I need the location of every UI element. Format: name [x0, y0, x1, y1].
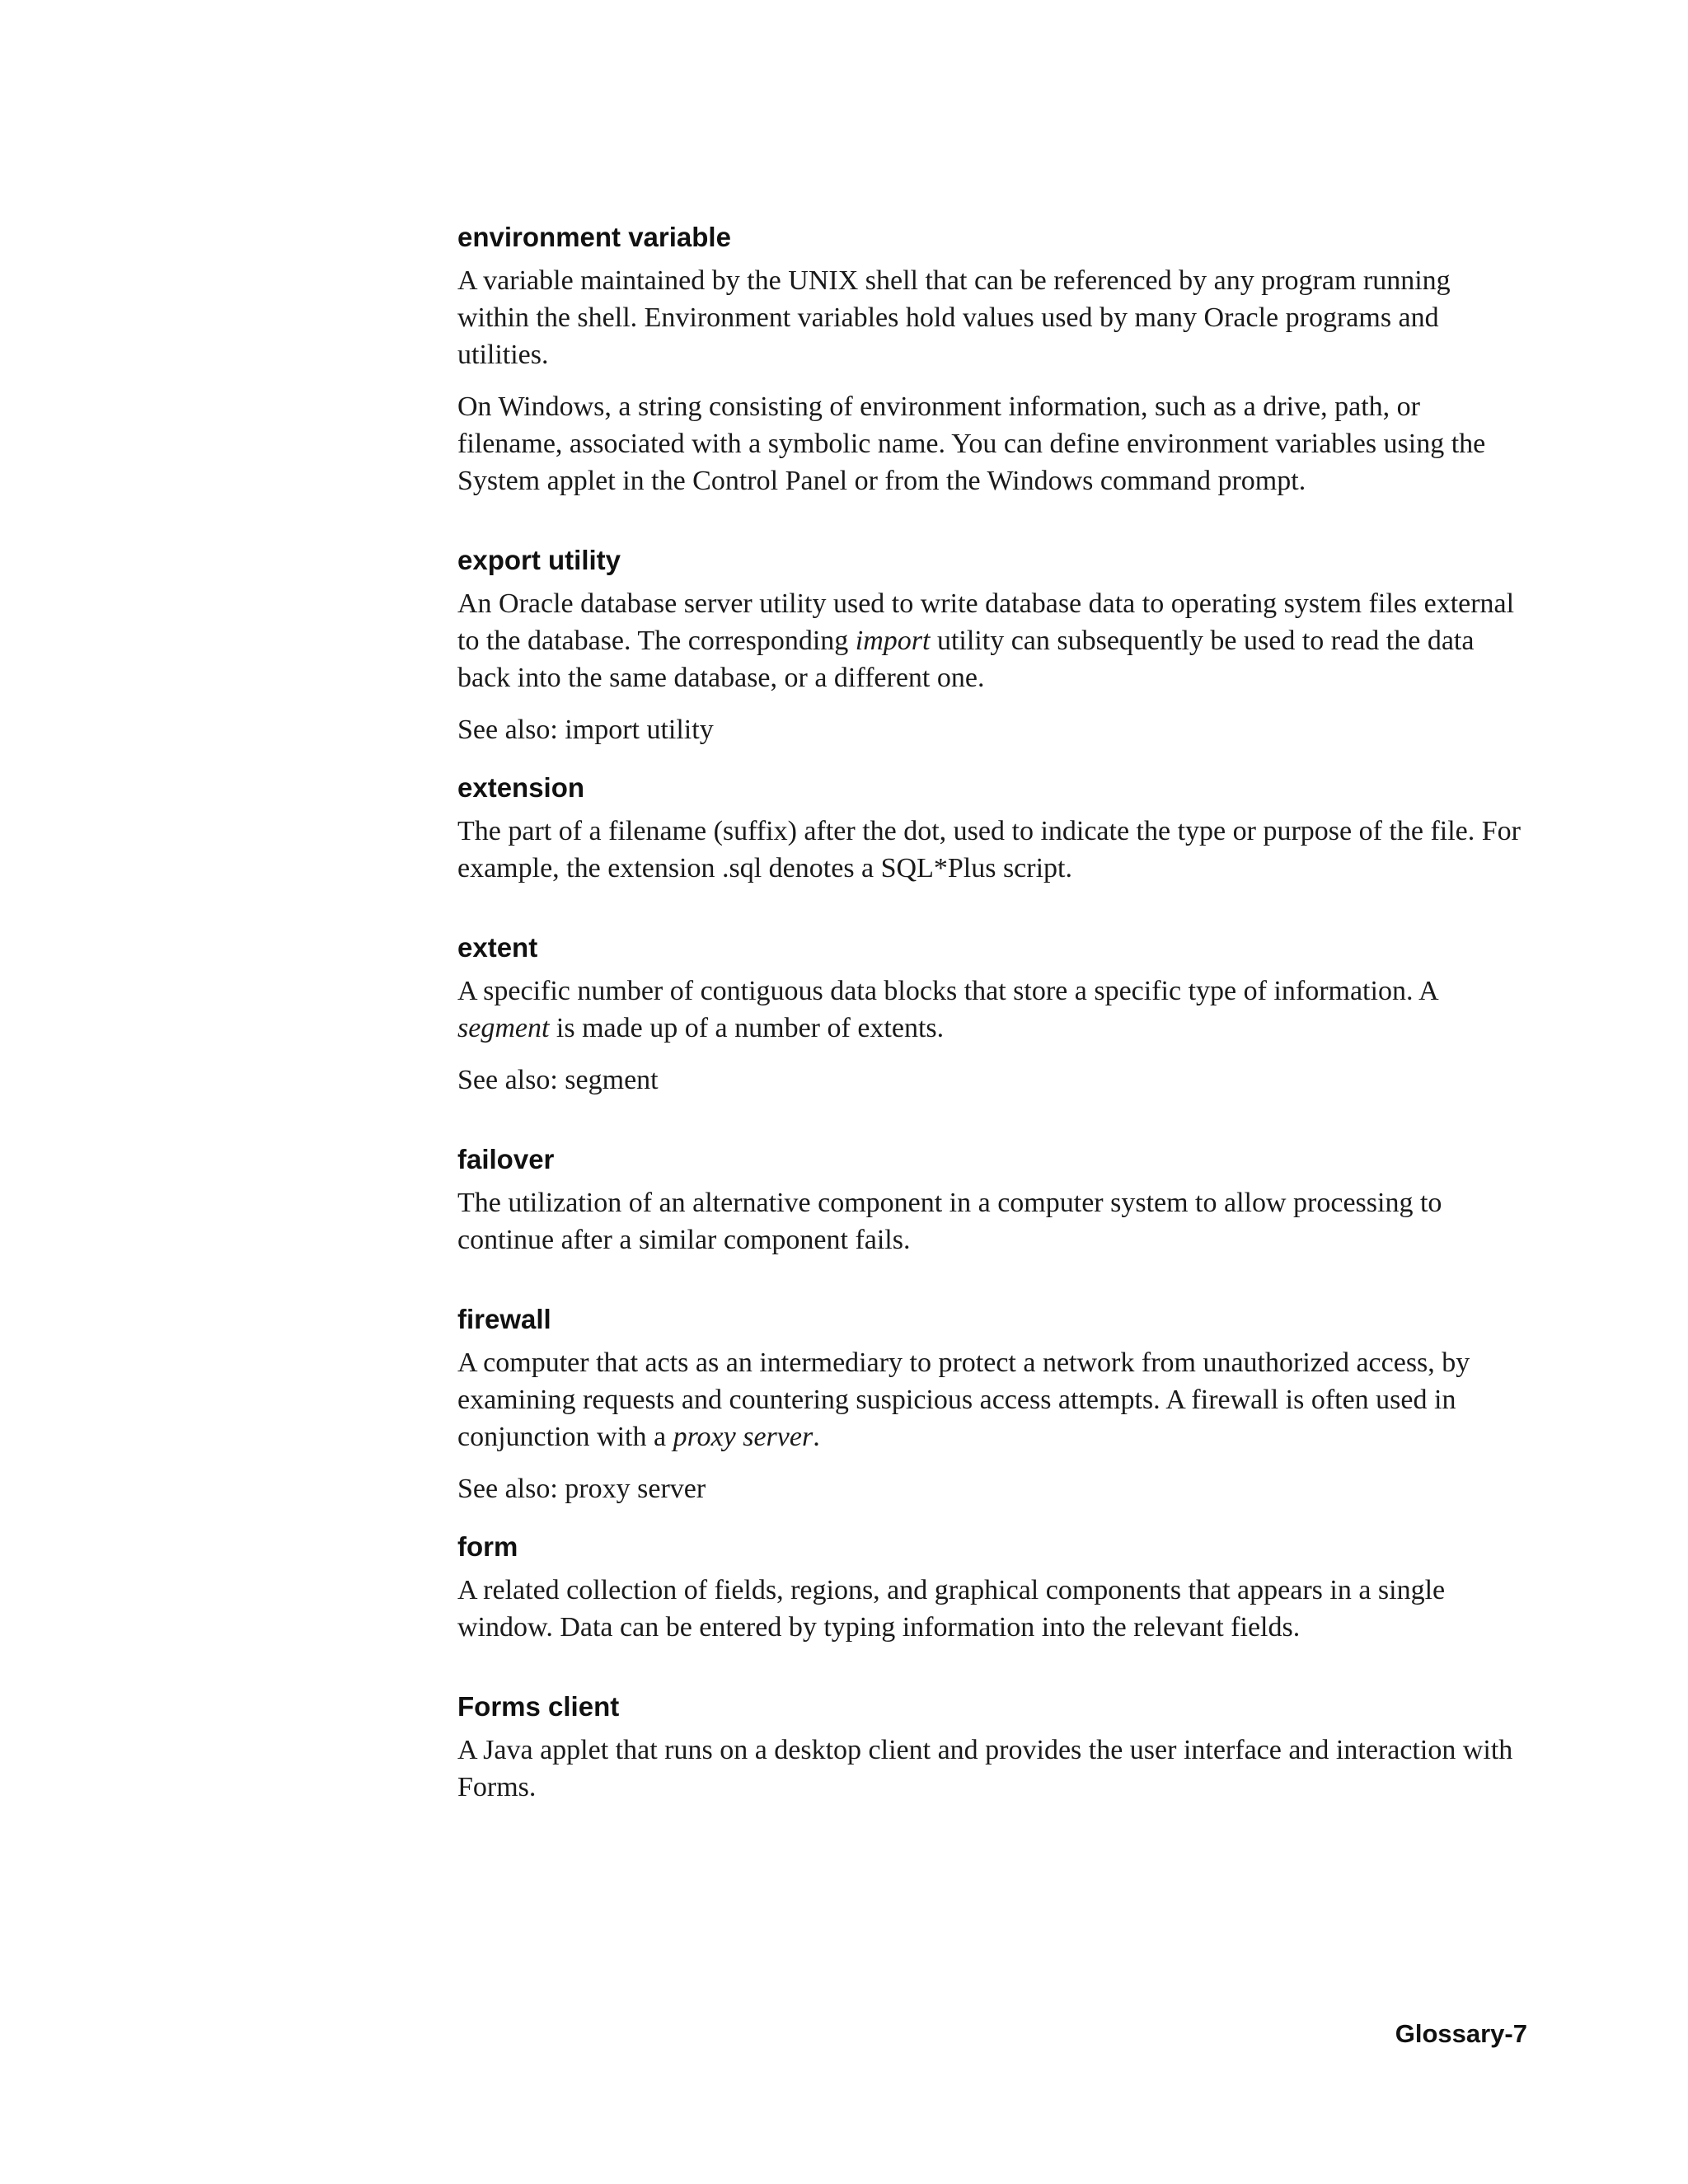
glossary-definition: A specific number of contiguous data blocks that store a specific type of information. A segment is made up of a number of extents. [457, 976, 1437, 1043]
glossary-definition: A Java applet that runs on a desktop client and provides the user interface and interaction with Forms. [457, 1735, 1513, 1802]
see-also: See also: import utility [457, 715, 714, 745]
glossary-page [457, 216, 1529, 1821]
glossary-entry-forms-client [457, 1685, 1529, 1806]
see-also: See also: proxy server [457, 1474, 706, 1504]
glossary-definition: The utilization of an alternative component in a computer system to allow processing to continue after a similar component fails. [457, 1188, 1442, 1255]
glossary-term: firewall [457, 1304, 551, 1334]
glossary-term: form [457, 1531, 518, 1562]
glossary-term: extension [457, 772, 585, 803]
glossary-term: extent [457, 932, 538, 963]
glossary-entry-extent [457, 926, 1529, 1099]
glossary-entry-extension [457, 766, 1529, 887]
glossary-term: environment variable [457, 222, 731, 252]
glossary-definition: A computer that acts as an intermediary to protect a network from unauthorized access, by examining requests and countering suspicious access attempts. A firewall is often used in conjunction with a proxy server. [457, 1347, 1470, 1452]
glossary-term: export utility [457, 545, 621, 575]
see-also: See also: segment [457, 1065, 659, 1095]
glossary-definition: On Windows, a string consisting of environment information, such as a drive, path, or filename, associated with a symbolic name. You can define environment variables using the System applet in the Control Panel or from the Windows command prompt. [457, 391, 1486, 496]
italic-term: segment [457, 1013, 550, 1043]
italic-term: import [855, 626, 931, 656]
glossary-term: Forms client [457, 1691, 620, 1722]
glossary-definition: A related collection of fields, regions, and graphical components that appears in a single window. Data can be entered by typing information into the relevant fields. [457, 1575, 1446, 1643]
glossary-entry-failover [457, 1138, 1529, 1258]
glossary-entry-form [457, 1526, 1529, 1646]
glossary-entry-firewall [457, 1298, 1529, 1507]
glossary-definition: The part of a filename (suffix) after the dot, used to indicate the type or purpose of the file. For example, the extension .sql denotes a SQL*Plus script. [457, 816, 1521, 883]
glossary-entry-environment-variable [457, 216, 1529, 499]
glossary-definition: An Oracle database server utility used to write database data to operating system files external to the database. The corresponding import utility can subsequently be used to read the data back into the same database, or a different one. [457, 588, 1515, 693]
italic-term: proxy server [673, 1422, 814, 1452]
glossary-term: failover [457, 1144, 555, 1174]
glossary-entry-export-utility [457, 539, 1529, 748]
page-number: Glossary-7 [1395, 2019, 1527, 2048]
glossary-definition: A variable maintained by the UNIX shell that can be referenced by any program running within the shell. Environment variables hold values used by many Oracle programs and utilities. [457, 265, 1451, 370]
